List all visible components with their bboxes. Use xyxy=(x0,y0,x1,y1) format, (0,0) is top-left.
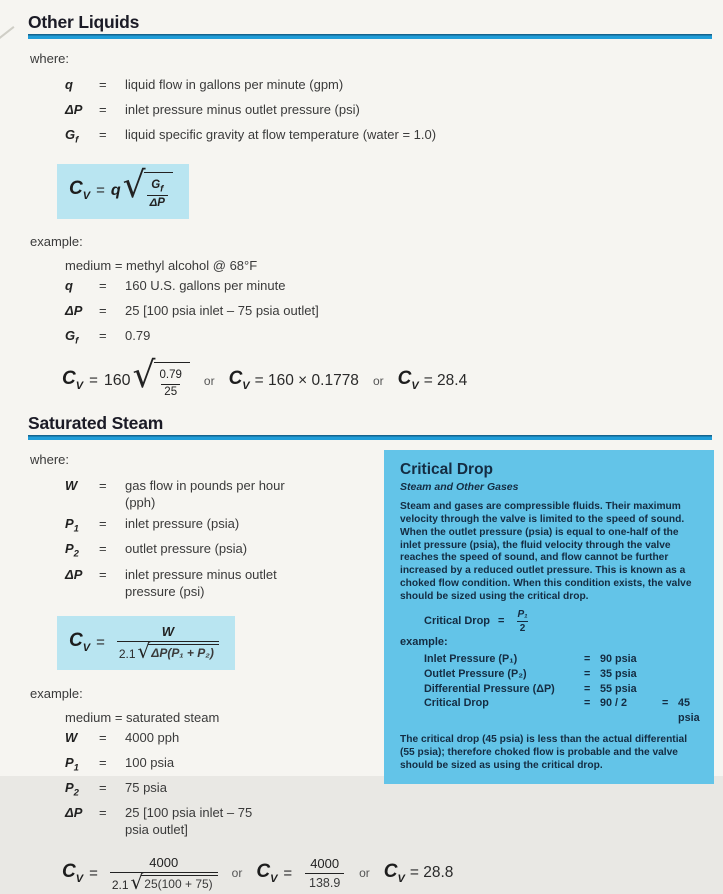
example-label: example: xyxy=(30,234,83,250)
steam-cv-formula-box xyxy=(57,616,235,670)
square-root xyxy=(130,869,218,894)
critical-drop-example-table xyxy=(424,652,700,726)
result-formula-3 xyxy=(398,369,468,392)
example-value: 0.79 xyxy=(125,328,151,344)
equals-sign: = xyxy=(96,182,105,200)
definition-text: inlet pressure minus outlet pressure (psi) xyxy=(125,102,360,118)
critical-drop-info-box xyxy=(384,450,714,784)
section-title-other-liquids: Other Liquids xyxy=(28,12,140,32)
cv-symbol: $C_V$ xyxy=(62,860,84,885)
equals-sign: = xyxy=(99,566,107,582)
cv-symbol: $C_V$ xyxy=(228,368,250,392)
coefficient-q: q xyxy=(110,181,121,199)
equals-sign: = xyxy=(584,652,591,665)
table-row xyxy=(424,696,700,726)
or-separator: or xyxy=(203,373,215,388)
symbol-w: W xyxy=(65,729,78,745)
row-label: Outlet Pressure (P₂) xyxy=(424,667,527,680)
equals-sign: = xyxy=(99,278,107,294)
section-other-liquids xyxy=(28,12,713,399)
definition-list xyxy=(65,76,713,147)
example-value: 4000 pph xyxy=(125,729,180,745)
equals-sign: = xyxy=(96,633,105,651)
definition-row-p1 xyxy=(65,515,384,536)
row-label: Inlet Pressure (P₁) xyxy=(424,652,518,665)
example-row-dp xyxy=(65,804,384,838)
numerator-w: W xyxy=(161,623,174,639)
equals-sign: = xyxy=(99,805,107,821)
fraction-gf-dp: $\frac{G_f}{\Delta P}$ xyxy=(147,179,168,211)
info-box-body: Steam and gases are compressible fluids. Their maximum velocity through the valve is limited to the speed of sound. When the outlet pressure (psia) is equal to one-half of the inlet pressure (psia), the fluid velocity through the valve reaches the speed of sound, and flow cannot be further increased by a reduced outlet pressure. This is known as a choked flow condition. When this condition exists, the valve should be sized using the critical drop. xyxy=(400,501,692,602)
radicand: ΔP(P₁ + P₂) xyxy=(148,644,219,660)
row-label: Differential Pressure (ΔP) xyxy=(424,682,555,695)
radical-sign-icon: √ xyxy=(137,638,151,663)
symbol-p2: $P_2$ xyxy=(65,780,79,799)
or-separator: or xyxy=(231,866,243,881)
result-expression: = 160 × 0.1778 xyxy=(254,371,359,389)
definition-row-w xyxy=(65,477,384,511)
cv-symbol: $C_V$ xyxy=(69,629,91,654)
coefficient: 160 xyxy=(103,371,131,389)
definition-text: inlet pressure minus outlet pressure (psi) xyxy=(125,566,277,599)
steam-result-row xyxy=(62,855,713,892)
equals-sign: = xyxy=(99,516,107,532)
example-row-dp xyxy=(65,302,713,323)
equals-sign: = xyxy=(99,729,107,745)
result-formula-1 xyxy=(62,355,190,398)
symbol-delta-p: ΔP xyxy=(65,566,83,582)
fraction: $\frac{0.79}{25}$ xyxy=(159,369,182,398)
symbol-delta-p: ΔP xyxy=(65,102,83,118)
equals-sign: = xyxy=(99,541,107,557)
two-column-area xyxy=(28,440,713,843)
cv-symbol: $C_V$ xyxy=(397,368,419,392)
definition-text: gas flow in pounds per hour (pph) xyxy=(125,477,285,511)
cv-symbol: $C_V$ xyxy=(383,860,405,885)
section-underline xyxy=(28,34,712,39)
small-fraction: $\frac{4000}{138.9}$ xyxy=(304,856,345,890)
denominator-coefficient: 2.1 xyxy=(111,877,129,892)
symbol-gf: $G_f$ xyxy=(65,328,79,347)
result-formula-2 xyxy=(229,369,359,392)
definition-text: outlet pressure (psia) xyxy=(125,541,248,557)
radical-sign-icon: √ xyxy=(132,355,156,397)
equals-sign: = xyxy=(662,697,669,710)
equation-label: Critical Drop xyxy=(424,615,491,628)
example-value: 160 U.S. gallons per minute xyxy=(125,278,286,294)
row-value: 90 / 2 xyxy=(600,697,628,710)
radical-sign-icon: √ xyxy=(122,164,146,206)
equals-sign: = xyxy=(283,864,293,882)
cv-symbol: $C_V$ xyxy=(69,178,91,203)
equals-sign: = xyxy=(99,328,107,344)
example-medium: medium = methyl alcohol @ 68°F xyxy=(65,258,258,274)
fraction-p1-over-2: $\frac{\text{P₁}}{2}$ xyxy=(517,608,528,634)
square-root xyxy=(137,638,219,663)
definition-text: inlet pressure (psia) xyxy=(125,516,240,532)
definition-row-dp xyxy=(65,101,713,122)
equals-sign: = xyxy=(99,102,107,118)
equals-sign: = xyxy=(99,754,107,770)
or-separator: or xyxy=(372,373,384,388)
equals-sign: = xyxy=(584,667,591,680)
example-values xyxy=(65,277,713,348)
result-formula-2 xyxy=(256,856,345,890)
numerator: 4000 xyxy=(149,854,179,870)
denominator-coefficient: 2.1 xyxy=(118,646,136,661)
info-box-subtitle: Steam and Other Gases xyxy=(400,481,519,493)
definition-text: liquid flow in gallons per minute (gpm) xyxy=(125,77,344,93)
table-row xyxy=(424,682,700,697)
row-value: 45 psia xyxy=(678,697,700,725)
symbol-gf: $G_f$ xyxy=(65,127,79,146)
section-title-saturated-steam: Saturated Steam xyxy=(28,412,164,433)
example-row-q xyxy=(65,277,713,298)
symbol-delta-p: ΔP xyxy=(65,805,83,821)
big-fraction xyxy=(110,855,218,892)
definition-row-q xyxy=(65,76,713,97)
result-expression: = 28.4 xyxy=(423,371,468,389)
equals-sign: = xyxy=(99,780,107,796)
row-value: 35 psia xyxy=(600,667,637,680)
row-value: 55 psia xyxy=(600,682,637,695)
example-row-w xyxy=(65,729,384,750)
definition-list xyxy=(65,477,384,600)
liquid-cv-formula-box xyxy=(57,164,189,220)
example-values xyxy=(65,729,384,839)
square-root xyxy=(132,355,190,398)
result-formula-1 xyxy=(62,855,218,892)
equals-sign: = xyxy=(584,697,591,710)
result-formula-3 xyxy=(384,862,454,885)
example-value: 100 psia xyxy=(125,754,175,770)
equals-sign: = xyxy=(89,372,98,390)
example-medium: medium = saturated steam xyxy=(65,709,220,725)
symbol-q: q xyxy=(65,278,73,294)
example-row-gf xyxy=(65,327,713,348)
radical-sign-icon: √ xyxy=(130,869,144,894)
equals-sign: = xyxy=(498,615,505,628)
table-row xyxy=(424,667,700,682)
symbol-p2: $P_2$ xyxy=(65,541,79,560)
cv-symbol: $C_V$ xyxy=(62,368,84,392)
critical-drop-equation xyxy=(424,609,700,634)
symbol-q: q xyxy=(65,77,73,93)
or-separator: or xyxy=(359,866,370,881)
example-value: 25 [100 psia inlet – 75 psia outlet] xyxy=(125,805,253,838)
equals-sign: = xyxy=(584,682,591,695)
definition-row-gf xyxy=(65,126,713,147)
result-expression: = 28.8 xyxy=(409,864,454,881)
radicand: 25(100 + 75) xyxy=(141,875,217,891)
symbol-delta-p: ΔP xyxy=(65,303,83,319)
row-value: 90 psia xyxy=(600,652,637,665)
symbol-p1: $P_1$ xyxy=(65,754,79,774)
example-label: example: xyxy=(400,635,448,648)
table-row xyxy=(424,652,700,667)
where-label: where: xyxy=(30,51,70,67)
equals-sign: = xyxy=(99,477,107,493)
equals-sign: = xyxy=(99,77,107,93)
definition-row-dp xyxy=(65,566,384,600)
symbol-p1: $P_1$ xyxy=(65,516,79,535)
definition-row-p2 xyxy=(65,540,384,561)
section-saturated-steam xyxy=(28,413,713,892)
row-label: Critical Drop xyxy=(424,697,489,710)
symbol-w: W xyxy=(65,477,78,493)
info-box-footer: The critical drop (45 psia) is less than the actual differential (55 psia); therefore choked flow is probable and the valve should be sized as using the critical drop. xyxy=(400,734,688,771)
example-label: example: xyxy=(30,685,83,701)
info-box-title: Critical Drop xyxy=(400,460,494,478)
cv-symbol: $C_V$ xyxy=(256,860,278,885)
example-value: 25 [100 psia inlet – 75 psia outlet] xyxy=(125,303,319,319)
definition-text: liquid specific gravity at flow temperature (water = 1.0) xyxy=(125,127,437,143)
square-root xyxy=(122,164,173,211)
example-row-p1 xyxy=(65,754,384,775)
big-fraction xyxy=(117,624,219,661)
liquid-result-row xyxy=(62,355,713,398)
example-row-p2 xyxy=(65,779,384,800)
steam-left-column xyxy=(28,440,384,843)
equals-sign: = xyxy=(99,303,107,319)
where-label: where: xyxy=(30,451,70,467)
equals-sign: = xyxy=(99,127,107,143)
example-value: 75 psia xyxy=(125,780,167,796)
equals-sign: = xyxy=(89,864,98,882)
